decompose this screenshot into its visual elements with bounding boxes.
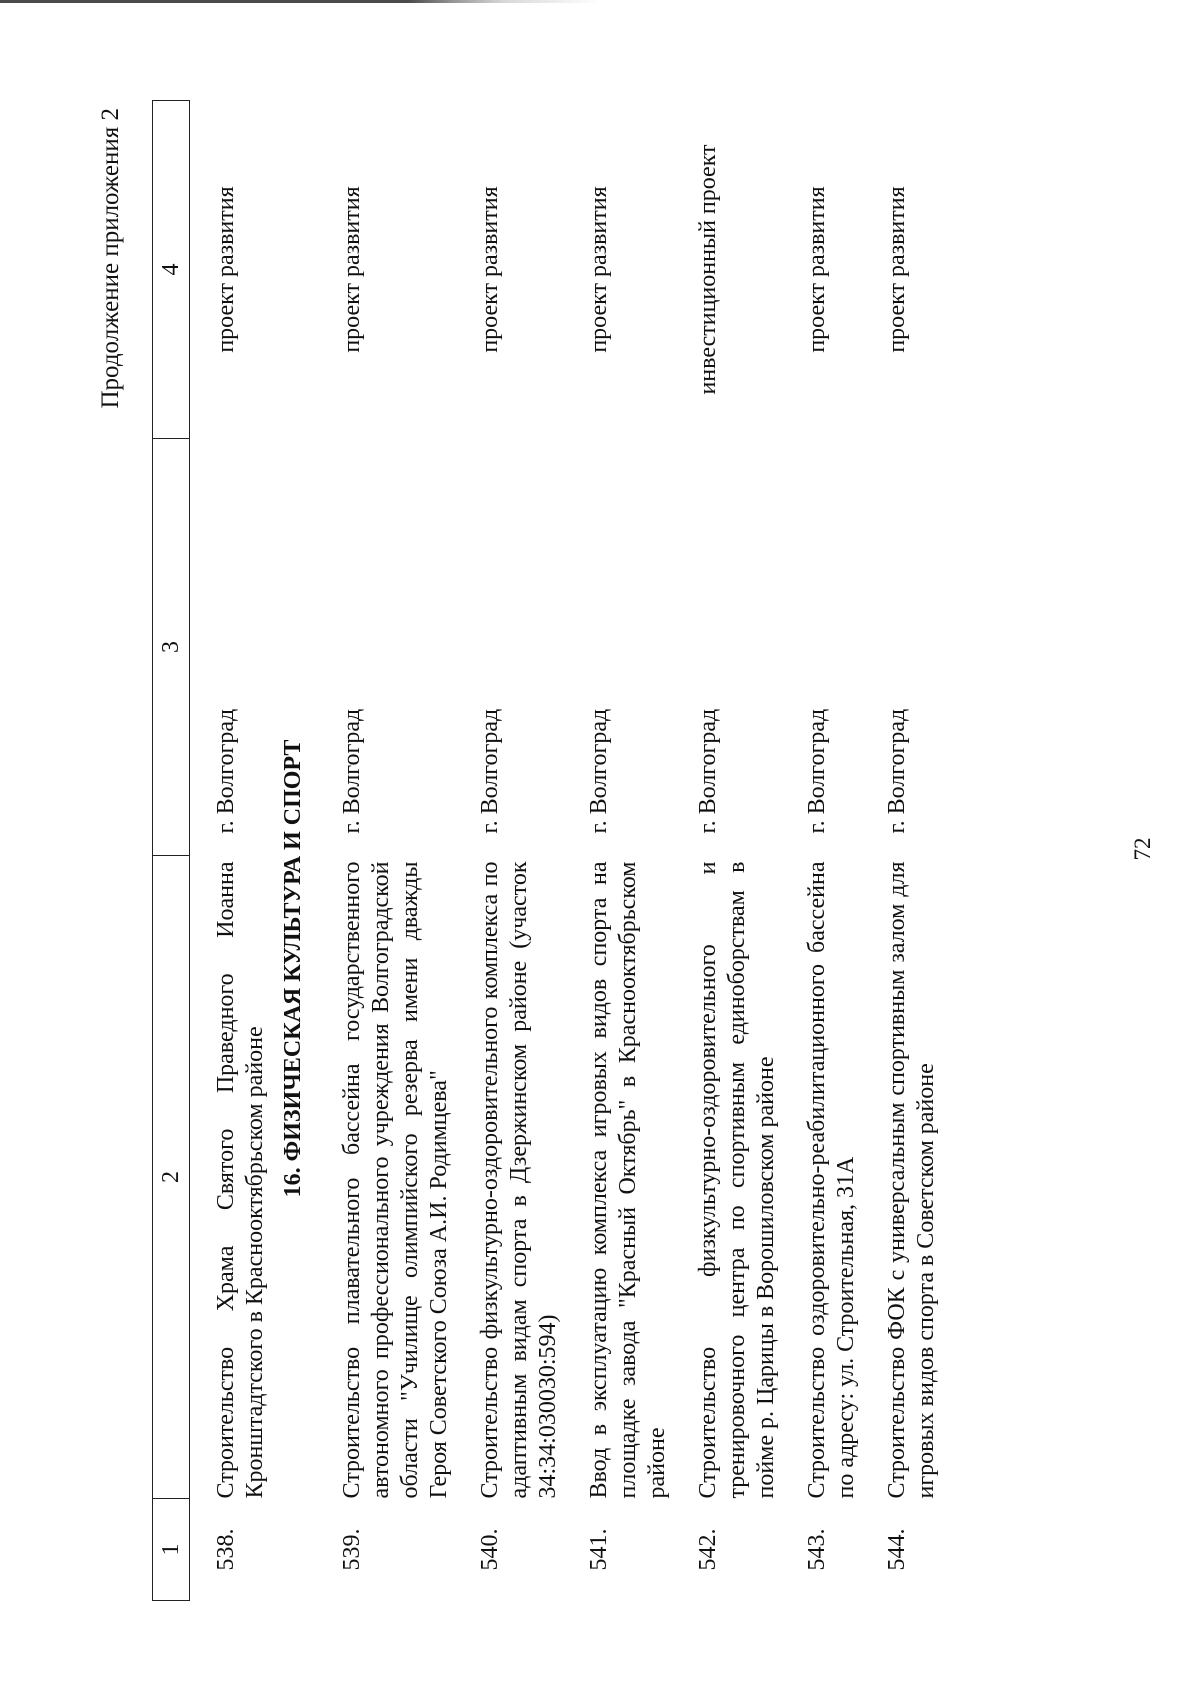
project-location: г. Волгоград: [213, 708, 239, 834]
project-location: г. Волгоград: [695, 708, 721, 834]
row-number: 539.: [339, 1528, 365, 1571]
row-number: 543.: [804, 1528, 830, 1571]
project-description: Строительство оздоровительно-реабилитационного бассейна по адресу: ул. Строительная, 31А: [804, 861, 859, 1499]
table-row: [454, 101, 563, 1601]
project-kind: проект развития: [804, 186, 830, 353]
table-row: [190, 101, 271, 1601]
table-row: [563, 101, 672, 1601]
project-kind: инвестиционный проект: [695, 144, 721, 395]
row-number: 538.: [213, 1528, 239, 1571]
row-number: 542.: [695, 1528, 721, 1571]
project-description: Строительство физкультурно-оздоровительного комплекса по адаптивным видам спорта в Дзержинском районе (участок 34:34:030030:594): [477, 861, 561, 1499]
project-location: г. Волгоград: [339, 708, 365, 834]
project-description: Строительство физкультурно-оздоровительного и тренировочного центра по спортивным единоборствам в пойме р. Царицы в Ворошиловском районе: [695, 861, 779, 1499]
project-kind: проект развития: [884, 186, 910, 353]
project-location: г. Волгоград: [884, 708, 910, 834]
project-kind: проект развития: [477, 186, 503, 353]
column-number-row: [153, 101, 190, 1601]
section-row: [270, 101, 316, 1601]
project-kind: проект развития: [586, 186, 612, 353]
column-header: 4: [153, 101, 190, 439]
project-location: г. Волгоград: [586, 708, 612, 834]
project-location: г. Волгоград: [477, 708, 503, 834]
projects-table: [152, 100, 941, 1601]
continuation-title: Продолжение приложения 2: [97, 108, 124, 409]
table-row: [316, 101, 454, 1601]
table-row: [781, 101, 861, 1601]
row-number: 544.: [884, 1528, 910, 1571]
row-number: 541.: [586, 1528, 612, 1571]
table-row: [672, 101, 781, 1601]
project-description: Строительство Храма Святого Праведного Иоанна Кронштадтского в Краснооктябрьском районе: [213, 861, 268, 1499]
project-location: г. Волгоград: [804, 708, 830, 834]
section-title: 16. ФИЗИЧЕСКАЯ КУЛЬТУРА И СПОРТ: [279, 739, 306, 1198]
project-kind: проект развития: [213, 186, 239, 353]
table-row: [861, 101, 941, 1601]
page-number: 72: [1130, 837, 1155, 861]
row-number: 540.: [477, 1528, 503, 1571]
project-description: Строительство плавательного бассейна государственного автономного профессионального учреждения Волгоградской области "Училище олимпийского резерва имени дважды Героя Советского Союза А.И. Родимцева": [339, 861, 452, 1499]
project-description: Строительство ФОК с универсальным спортивным залом для игровых видов спорта в Советском районе: [884, 861, 939, 1499]
column-header: 2: [153, 856, 190, 1499]
column-header: 3: [153, 439, 190, 856]
column-header: 1: [153, 1499, 190, 1601]
project-kind: проект развития: [339, 186, 365, 353]
project-description: Ввод в эксплуатацию комплекса игровых видов спорта на площадке завода "Красный Октябрь" в Краснооктябрьском районе: [586, 861, 670, 1499]
